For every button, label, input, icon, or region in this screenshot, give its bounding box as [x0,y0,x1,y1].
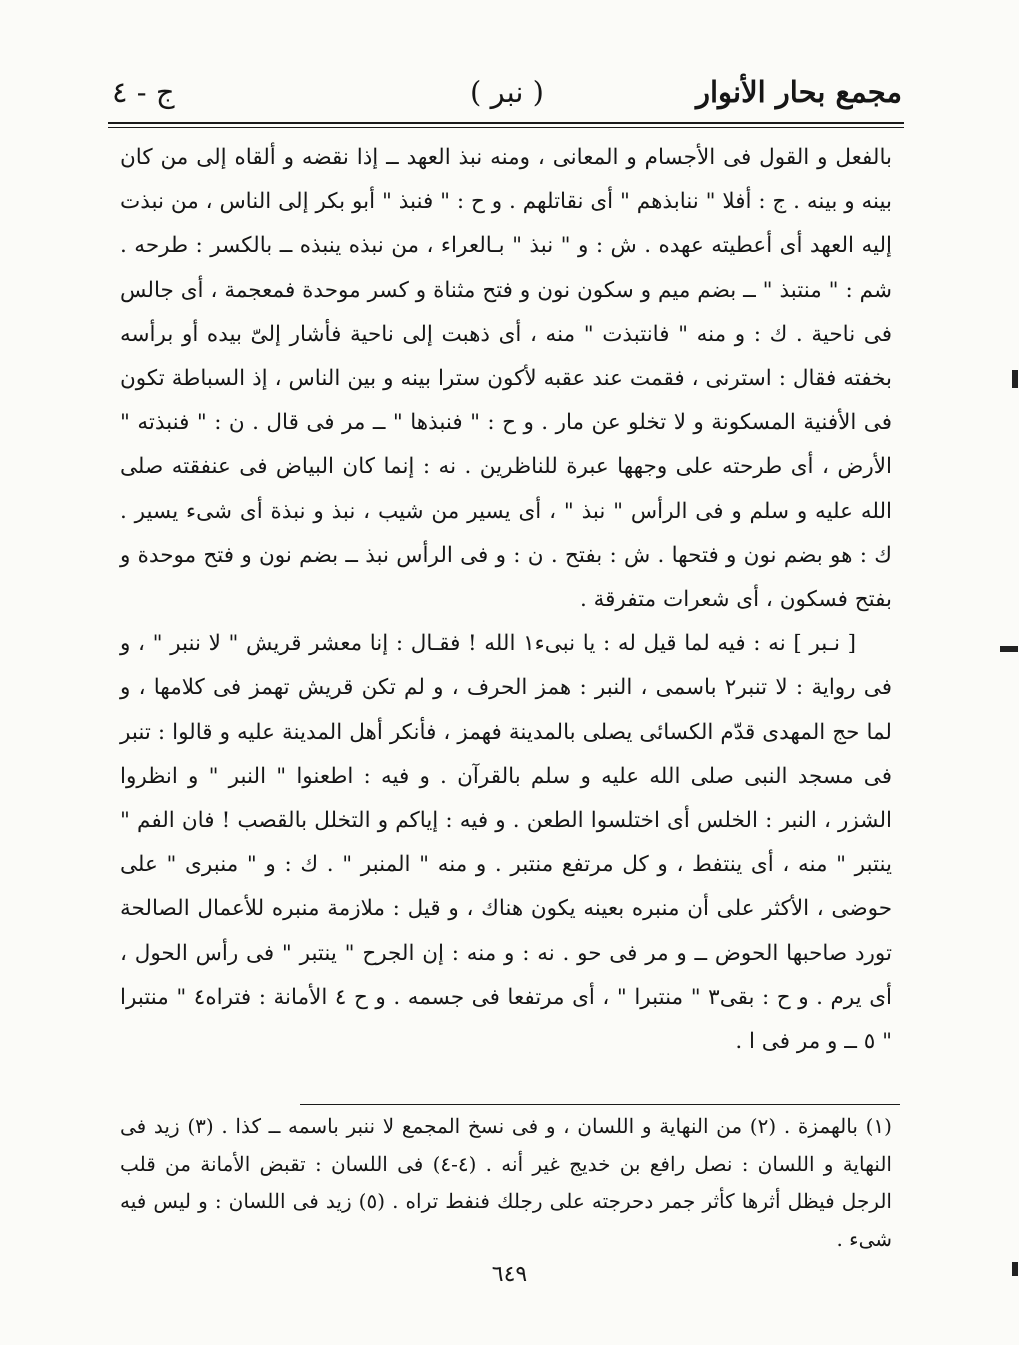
scan-edge-mark [1000,646,1018,652]
running-header [112,66,902,118]
footnote-rule [300,1104,900,1105]
scan-edge-mark [1012,1262,1018,1276]
paragraph-nabara: [ نـبر ] نه : فيه لما قيل له : يا نبىء١ الله ! فقـال : إنا معشر قريش " لا ننبر " ، و فى رواية : لا تنبر٢ باسمى ، النبر : همز الحرف ، و لم تكن قريش تهمز فى كلامها ، و لما حج المهدى قدّم الكسائى يصلى بالمدينة فهمز ، فأنكر أهل المدينة عليه و قالوا : تنبر فى مسجد النبى صلى الله عليه و سلم بالقرآن . و فيه : اطعنوا " النبر " و انظروا الشزر ، النبر : الخلس أى اختلسوا الطعن . و فيه : إياكم و التخلل بالقصب ! فان الفم " ينتبر " منه ، أى ينتفط ، و كل مرتفع منتبر . و منه " المنبر " . ك : و " منبرى " على حوضى ، الأكثر على أن منبره بعينه يكون هناك ، و قيل : ملازمة منبره للأعمال الصالحة تورد صاحبها الحوض ــ و مر فى حو . نه : و منه : إن الجرح " ينتبر " فى رأس الحول ، أى يرم . و ح : بقى٣ " منتبرا " ، أى مرتفعا فى جسمه . و ح ٤ الأمانة : فتراه٤ " منتبرا " ٥ ــ و مر فى ا . [120,631,892,1055]
main-text [120,136,892,1064]
scan-edge-mark [1012,370,1018,388]
volume-number: ج - ٤ [112,75,175,109]
paragraph-nabadha: بالفعل و القول فى الأجسام و المعانى ، ومنه نبذ العهد ــ إذا نقضه و ألقاه إلى من كان بينه و بينه . ج : أفلا " ننابذهم " أى نقاتلهم . و ح : " فنبذ " أبو بكر إلى الناس ، من نبذت إليه العهد أى أعطيته عهده . ش : و " نبذ " بـالعراء ، من نبذه ينبذه ــ بالكسر : طرحه . شم : " منتبذ " ــ بضم ميم و سكون نون و فتح مثناة و كسر موحدة فمعجمة ، أى جالس فى ناحية . ك : و منه " فانتبذت " منه ، أى ذهبت إلى ناحية فأشار إلىّ بيده أو برأسه بخفته فقال : استرنى ، فقمت عند عقبه لأكون سترا بينه و بين الناس ، إذ السباطة تكون فى الأفنية المسكونة و لا تخلو عن مار . و ح : " فنبذها " ــ مر فى قال . ن : " فنبذته " الأرض ، أى طرحته على وجهها عبرة للناظرين . نه : إنما كان البياض فى عنفقته صلى الله عليه و سلم و فى الرأس " نبذ " ، أى يسير من شيب ، نبذ و نبذة أى شىء يسير . ك : هو بضم نون و فتحها . ش : بفتح . ن : و فى الرأس نبذ ــ بضم نون و فتح موحدة و بفتح فسكون ، أى شعرات متفرقة . [120,145,892,613]
entry-title: ( نبر ) [470,75,544,109]
footnote-text: (١) بالهمزة . (٢) من النهاية و اللسان ، و فى نسخ المجمع لا ننبر باسمه ــ كذا . (٣) زيد فى النهاية و اللسان : نصل رافع بن خديج غير أنه . (٤-٤) فى اللسان : تقبض الأمانة من قلب الرجل فيظل أثرها كأثر جمر دحرجته على رجلك فنفط تراه . (٥) زيد فى اللسان : و ليس فيه شىء . [120,1114,892,1251]
header-rule [108,122,904,124]
book-title: مجمع بحار الأنوار [696,75,902,109]
page-number: ٦٤٩ [491,1262,528,1287]
footnotes [120,1108,892,1258]
header-rule-thin [108,127,904,128]
